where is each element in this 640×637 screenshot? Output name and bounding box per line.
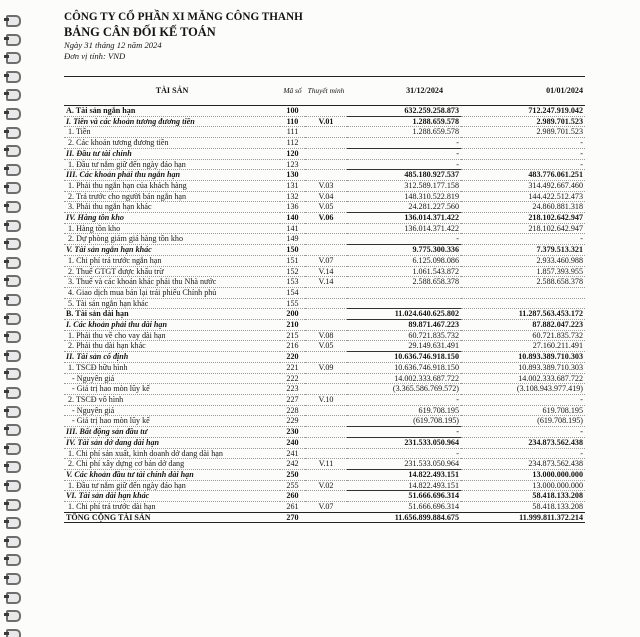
- row-value-current: [347, 287, 461, 298]
- table-body: [64, 106, 585, 523]
- table-row: [64, 106, 585, 117]
- column-header-code: Mã số: [280, 77, 305, 106]
- row-value-previous: -: [461, 138, 585, 149]
- row-code: 240: [280, 437, 305, 448]
- table-row: [64, 330, 585, 341]
- row-value-current: 14.822.493.151: [347, 480, 461, 491]
- row-value-previous: -: [461, 234, 585, 245]
- row-code: 227: [280, 394, 305, 405]
- row-note: V.14: [305, 277, 347, 288]
- row-item-label: 2. Các khoản tương đương tiền: [64, 138, 280, 149]
- table-row: [64, 480, 585, 491]
- binder-ring-icon: [4, 274, 18, 285]
- binder-ring-icon: [4, 572, 18, 583]
- row-code: 228: [280, 405, 305, 416]
- table-row: [64, 394, 585, 405]
- table-row: [64, 502, 585, 513]
- row-item-label: 1. Đầu tư nắm giữ đến ngày đáo hạn: [64, 159, 280, 170]
- row-value-previous: 2.588.658.378: [461, 277, 585, 288]
- row-note: [305, 298, 347, 309]
- table-row: [64, 148, 585, 159]
- row-note: [305, 234, 347, 245]
- table-header-row: [64, 77, 585, 106]
- row-value-current: (619.708.195): [347, 416, 461, 427]
- row-code: 111: [280, 127, 305, 138]
- row-item-label: II. Tài sản cố định: [64, 352, 280, 363]
- row-note: [305, 309, 347, 320]
- table-row: [64, 341, 585, 352]
- row-value-previous: 619.708.195: [461, 405, 585, 416]
- row-code: 255: [280, 480, 305, 491]
- row-item-label: 1. Tiền: [64, 127, 280, 138]
- row-code: 152: [280, 266, 305, 277]
- table-row: [64, 416, 585, 427]
- row-note: V.09: [305, 362, 347, 373]
- row-note: V.07: [305, 255, 347, 266]
- row-value-previous: 14.002.333.687.722: [461, 373, 585, 384]
- row-item-label: - Nguyên giá: [64, 405, 280, 416]
- row-code: 260: [280, 491, 305, 502]
- table-row: [64, 266, 585, 277]
- row-value-previous: -: [461, 427, 585, 438]
- row-value-previous: 712.247.919.042: [461, 106, 585, 117]
- row-code: 141: [280, 223, 305, 234]
- row-item-label: 1. Hàng tồn kho: [64, 223, 280, 234]
- binder-ring-icon: [4, 312, 18, 323]
- row-item-label: V. Các khoản đầu tư tài chính dài hạn: [64, 469, 280, 480]
- row-note: V.06: [305, 213, 347, 224]
- row-value-previous: 2.989.701.523: [461, 127, 585, 138]
- row-value-previous: 483.776.061.251: [461, 170, 585, 181]
- row-note: [305, 352, 347, 363]
- row-note: [305, 245, 347, 256]
- row-code: 131: [280, 180, 305, 191]
- binder-ring-icon: [4, 256, 18, 267]
- row-note: V.03: [305, 180, 347, 191]
- row-code: 153: [280, 277, 305, 288]
- row-code: 221: [280, 362, 305, 373]
- company-name: CÔNG TY CỔ PHẦN XI MĂNG CÔNG THANH: [64, 11, 303, 23]
- row-item-label: III. Bất động sản đầu tư: [64, 427, 280, 438]
- row-value-current: 89.871.467.223: [347, 320, 461, 331]
- row-item-label: 2. Dự phòng giảm giá hàng tồn kho: [64, 234, 280, 245]
- row-value-current: 485.180.927.537: [347, 170, 461, 181]
- row-note: [305, 512, 347, 523]
- report-title: BẢNG CÂN ĐỐI KẾ TOÁN: [64, 25, 216, 39]
- balance-sheet-table: [64, 76, 585, 523]
- row-item-label: B. Tài sản dài hạn: [64, 309, 280, 320]
- row-note: [305, 127, 347, 138]
- row-value-previous: 87.882.047.223: [461, 320, 585, 331]
- binder-ring-icon: [4, 70, 18, 81]
- binder-ring-icon: [4, 553, 18, 564]
- binder-ring-icon: [4, 163, 18, 174]
- row-value-current: -: [347, 427, 461, 438]
- row-value-current: -: [347, 448, 461, 459]
- row-code: 261: [280, 502, 305, 513]
- row-note: [305, 384, 347, 395]
- row-code: 216: [280, 341, 305, 352]
- row-item-label: 2. Trả trước cho người bán ngắn hạn: [64, 191, 280, 202]
- binder-ring-icon: [4, 591, 18, 602]
- row-note: V.10: [305, 394, 347, 405]
- row-code: 223: [280, 384, 305, 395]
- row-code: 140: [280, 213, 305, 224]
- row-item-label: - Giá trị hao mòn lũy kế: [64, 384, 280, 395]
- row-code: 222: [280, 373, 305, 384]
- row-value-current: -: [347, 138, 461, 149]
- table-row: [64, 170, 585, 181]
- row-note: [305, 469, 347, 480]
- currency-unit: Đơn vị tính: VND: [64, 51, 126, 61]
- row-item-label: 1. Chi phí sản xuất, kinh doanh dở dang dài hạn: [64, 448, 280, 459]
- binder-ring-icon: [4, 33, 18, 44]
- row-value-previous: 2.933.460.988: [461, 255, 585, 266]
- table-row: [64, 320, 585, 331]
- row-note: [305, 448, 347, 459]
- row-code: 151: [280, 255, 305, 266]
- binder-ring-icon: [4, 126, 18, 137]
- row-value-current: -: [347, 159, 461, 170]
- binder-ring-icon: [4, 535, 18, 546]
- row-item-label: 1. Chi phí trả trước dài hạn: [64, 502, 280, 513]
- row-value-previous: 60.721.835.732: [461, 330, 585, 341]
- row-item-label: 1. Phải thu về cho vay dài hạn: [64, 330, 280, 341]
- row-item-label: IV. Tài sản dở dang dài hạn: [64, 437, 280, 448]
- table-row: [64, 255, 585, 266]
- row-value-previous: 314.492.667.460: [461, 180, 585, 191]
- row-item-label: 2. Thuế GTGT được khấu trừ: [64, 266, 280, 277]
- row-note: V.11: [305, 459, 347, 470]
- report-header: [64, 11, 604, 62]
- table-row: [64, 116, 585, 127]
- row-value-previous: 27.160.211.491: [461, 341, 585, 352]
- binder-ring-icon: [4, 51, 18, 62]
- row-note: [305, 159, 347, 170]
- row-note: V.05: [305, 202, 347, 213]
- row-value-current: 24.281.227.560: [347, 202, 461, 213]
- row-value-current: [347, 298, 461, 309]
- row-value-previous: (619.708.195): [461, 416, 585, 427]
- row-value-current: 10.636.746.918.150: [347, 352, 461, 363]
- row-value-current: 11.656.899.884.675: [347, 512, 461, 523]
- row-value-current: 1.061.543.872: [347, 266, 461, 277]
- row-code: 123: [280, 159, 305, 170]
- row-item-label: 2. TSCĐ vô hình: [64, 394, 280, 405]
- row-note: [305, 170, 347, 181]
- row-value-current: 148.310.522.819: [347, 191, 461, 202]
- table-row: [64, 448, 585, 459]
- row-item-label: A. Tài sản ngắn hạn: [64, 106, 280, 117]
- row-item-label: 1. Phải thu ngắn hạn của khách hàng: [64, 180, 280, 191]
- binder-ring-icon: [4, 107, 18, 118]
- binder-ring-icon: [4, 181, 18, 192]
- row-item-label: II. Đầu tư tài chính: [64, 148, 280, 159]
- row-code: 155: [280, 298, 305, 309]
- row-value-previous: 13.000.000.000: [461, 469, 585, 480]
- row-value-previous: [461, 298, 585, 309]
- row-value-current: (3.365.586.769.572): [347, 384, 461, 395]
- binder-ring-icon: [4, 479, 18, 490]
- row-value-previous: 58.418.133.208: [461, 491, 585, 502]
- row-code: 210: [280, 320, 305, 331]
- row-item-label: 2. Chi phí xây dựng cơ bản dở dang: [64, 459, 280, 470]
- column-header-note: Thuyết minh: [305, 77, 347, 106]
- binder-rings: [4, 8, 20, 634]
- binder-ring-icon: [4, 386, 18, 397]
- row-item-label: III. Các khoản phải thu ngắn hạn: [64, 170, 280, 181]
- row-code: 230: [280, 427, 305, 438]
- row-note: [305, 138, 347, 149]
- row-item-label: 3. Thuế và các khoản khác phải thu Nhà nước: [64, 277, 280, 288]
- column-header-item: TÀI SẢN: [64, 77, 280, 106]
- row-value-previous: 7.379.513.321: [461, 245, 585, 256]
- binder-ring-icon: [4, 330, 18, 341]
- row-value-current: 6.125.098.086: [347, 255, 461, 266]
- binder-ring-icon: [4, 405, 18, 416]
- row-item-label: 1. Chi phí trả trước ngắn hạn: [64, 255, 280, 266]
- row-note: [305, 427, 347, 438]
- row-value-current: 60.721.835.732: [347, 330, 461, 341]
- row-note: [305, 320, 347, 331]
- row-value-current: 1.288.659.578: [347, 116, 461, 127]
- row-code: 130: [280, 170, 305, 181]
- row-value-previous: 218.102.642.947: [461, 223, 585, 234]
- row-item-label: I. Các khoản phải thu dài hạn: [64, 320, 280, 331]
- row-item-label: V. Tài sản ngắn hạn khác: [64, 245, 280, 256]
- row-code: 154: [280, 287, 305, 298]
- row-value-current: 11.024.640.625.802: [347, 309, 461, 320]
- binder-ring-icon: [4, 237, 18, 248]
- row-code: 100: [280, 106, 305, 117]
- row-note: V.04: [305, 191, 347, 202]
- row-code: 241: [280, 448, 305, 459]
- row-code: 132: [280, 191, 305, 202]
- row-code: 149: [280, 234, 305, 245]
- row-item-label: - Giá trị hao mòn lũy kế: [64, 416, 280, 427]
- row-value-previous: 11.287.563.453.172: [461, 309, 585, 320]
- row-code: 242: [280, 459, 305, 470]
- row-value-previous: 13.000.000.000: [461, 480, 585, 491]
- row-note: V.07: [305, 502, 347, 513]
- row-value-previous: 234.873.562.438: [461, 437, 585, 448]
- row-value-previous: (3.108.943.977.419): [461, 384, 585, 395]
- row-value-current: 14.822.493.151: [347, 469, 461, 480]
- row-code: 270: [280, 512, 305, 523]
- row-item-label: VI. Tài sản dài hạn khác: [64, 491, 280, 502]
- table-row: [64, 469, 585, 480]
- row-item-label: 2. Phải thu dài hạn khác: [64, 341, 280, 352]
- row-code: 229: [280, 416, 305, 427]
- table-row: [64, 362, 585, 373]
- row-note: V.02: [305, 480, 347, 491]
- row-note: V.05: [305, 341, 347, 352]
- binder-ring-icon: [4, 367, 18, 378]
- binder-ring-icon: [4, 516, 18, 527]
- table-row: [64, 352, 585, 363]
- table-row: [64, 373, 585, 384]
- row-item-label: - Nguyên giá: [64, 373, 280, 384]
- table-row: [64, 459, 585, 470]
- table-row: [64, 138, 585, 149]
- row-value-previous: 11.999.811.372.214: [461, 512, 585, 523]
- row-value-previous: 10.893.389.710.303: [461, 362, 585, 373]
- row-code: 120: [280, 148, 305, 159]
- row-value-previous: 2.989.701.523: [461, 116, 585, 127]
- table-row: [64, 384, 585, 395]
- row-note: V.08: [305, 330, 347, 341]
- row-note: [305, 287, 347, 298]
- binder-ring-icon: [4, 219, 18, 230]
- row-item-label: 3. Phải thu ngắn hạn khác: [64, 202, 280, 213]
- table-row: [64, 191, 585, 202]
- row-code: 200: [280, 309, 305, 320]
- binder-ring-icon: [4, 460, 18, 471]
- row-note: [305, 223, 347, 234]
- row-value-previous: 58.418.133.208: [461, 502, 585, 513]
- table-row: [64, 437, 585, 448]
- row-value-previous: -: [461, 148, 585, 159]
- table-row: [64, 512, 585, 523]
- row-value-current: 231.533.050.964: [347, 437, 461, 448]
- row-note: [305, 437, 347, 448]
- table-row: [64, 309, 585, 320]
- row-note: [305, 416, 347, 427]
- row-value-current: 9.775.300.336: [347, 245, 461, 256]
- row-code: 112: [280, 138, 305, 149]
- row-value-current: -: [347, 234, 461, 245]
- binder-ring-icon: [4, 293, 18, 304]
- row-value-current: 619.708.195: [347, 405, 461, 416]
- binder-ring-icon: [4, 628, 18, 637]
- row-value-current: 2.588.658.378: [347, 277, 461, 288]
- row-value-current: 1.288.659.578: [347, 127, 461, 138]
- row-code: 250: [280, 469, 305, 480]
- binder-ring-icon: [4, 144, 18, 155]
- column-header-previous: 01/01/2024: [461, 77, 585, 106]
- binder-ring-icon: [4, 14, 18, 25]
- row-value-previous: 218.102.642.947: [461, 213, 585, 224]
- row-value-current: 136.014.371.422: [347, 223, 461, 234]
- row-note: [305, 491, 347, 502]
- table-row: [64, 491, 585, 502]
- binder-ring-icon: [4, 442, 18, 453]
- row-note: [305, 373, 347, 384]
- row-item-label: 4. Giao dịch mua bán lại trái phiếu Chính phủ: [64, 287, 280, 298]
- row-value-current: 231.533.050.964: [347, 459, 461, 470]
- table-row: [64, 127, 585, 138]
- binder-ring-icon: [4, 423, 18, 434]
- row-value-previous: [461, 287, 585, 298]
- table-row: [64, 298, 585, 309]
- row-value-current: 14.002.333.687.722: [347, 373, 461, 384]
- row-value-current: 136.014.371.422: [347, 213, 461, 224]
- row-value-previous: 10.893.389.710.303: [461, 352, 585, 363]
- report-date: Ngày 31 tháng 12 năm 2024: [64, 40, 162, 50]
- row-note: V.01: [305, 116, 347, 127]
- row-value-previous: 24.860.881.318: [461, 202, 585, 213]
- row-value-current: 312.589.177.158: [347, 180, 461, 191]
- row-value-current: -: [347, 394, 461, 405]
- binder-ring-icon: [4, 200, 18, 211]
- column-header-current: 31/12/2024: [347, 77, 461, 106]
- table-row: [64, 234, 585, 245]
- row-value-previous: -: [461, 394, 585, 405]
- row-value-current: 29.149.631.491: [347, 341, 461, 352]
- row-code: 110: [280, 116, 305, 127]
- row-value-previous: 1.857.393.955: [461, 266, 585, 277]
- table-row: [64, 223, 585, 234]
- row-note: V.14: [305, 266, 347, 277]
- binder-ring-icon: [4, 88, 18, 99]
- table-row: [64, 287, 585, 298]
- row-value-current: -: [347, 148, 461, 159]
- row-value-current: 10.636.746.918.150: [347, 362, 461, 373]
- binder-ring-icon: [4, 349, 18, 360]
- row-note: [305, 148, 347, 159]
- table-row: [64, 245, 585, 256]
- row-code: 150: [280, 245, 305, 256]
- binder-ring-icon: [4, 609, 18, 620]
- row-note: [305, 106, 347, 117]
- row-code: 136: [280, 202, 305, 213]
- table-row: [64, 202, 585, 213]
- binder-ring-icon: [4, 498, 18, 509]
- table-row: [64, 159, 585, 170]
- row-code: 215: [280, 330, 305, 341]
- table-row: [64, 427, 585, 438]
- row-item-label: TỔNG CỘNG TÀI SẢN: [64, 512, 280, 523]
- row-value-current: 51.666.696.314: [347, 491, 461, 502]
- row-value-previous: -: [461, 448, 585, 459]
- row-note: [305, 405, 347, 416]
- row-value-previous: 234.873.562.438: [461, 459, 585, 470]
- row-item-label: 1. TSCĐ hữu hình: [64, 362, 280, 373]
- row-item-label: 1. Đầu tư nắm giữ đến ngày đáo hạn: [64, 480, 280, 491]
- row-code: 220: [280, 352, 305, 363]
- row-value-current: 51.666.696.314: [347, 502, 461, 513]
- table-row: [64, 180, 585, 191]
- row-item-label: 5. Tài sản ngắn hạn khác: [64, 298, 280, 309]
- row-value-current: 632.259.258.873: [347, 106, 461, 117]
- table-row: [64, 405, 585, 416]
- table-row: [64, 213, 585, 224]
- row-item-label: IV. Hàng tồn kho: [64, 213, 280, 224]
- row-item-label: I. Tiền và các khoản tương đương tiền: [64, 116, 280, 127]
- row-value-previous: -: [461, 159, 585, 170]
- table-row: [64, 277, 585, 288]
- row-value-previous: 144.422.512.473: [461, 191, 585, 202]
